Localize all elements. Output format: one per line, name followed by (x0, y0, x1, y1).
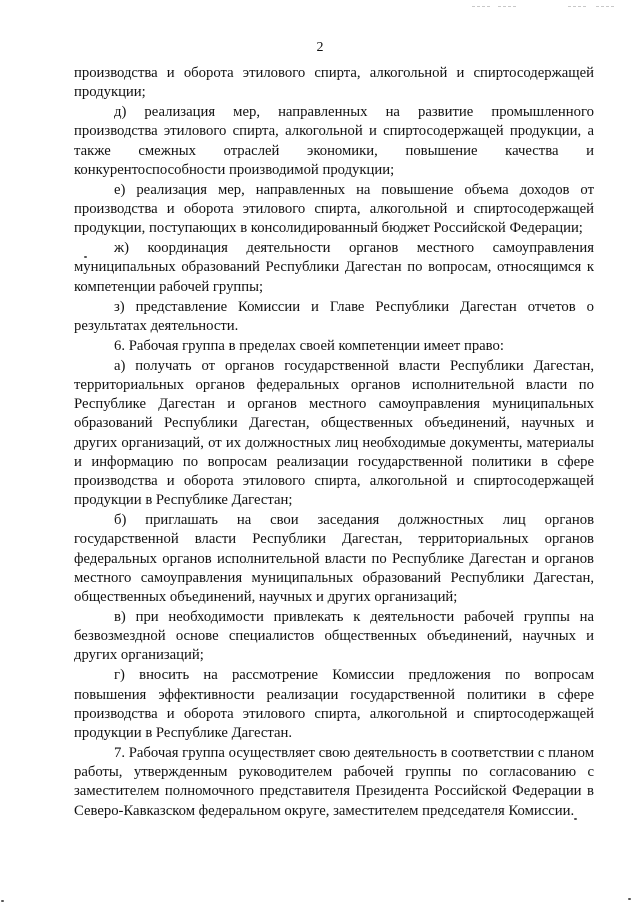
paragraph-item-g: г) вносить на рассмотрение Комиссии предложения по вопросам повышения эффективности реализации государственной политики в сфере производства и оборота этилового спирта, алкогольной и спиртосодержащей продукции в Республике Дагестан. (74, 667, 594, 742)
paragraph-item-b: б) приглашать на свои заседания должностных лиц органов государственной власти Республики Дагестан, территориальных органов федеральных органов исполнительной власти по Республике Дагестан и органов местного самоуправления муниципальных образований Республики Дагестан, общественных объединений, научных и других организаций; (74, 512, 594, 606)
paragraph-section-7: 7. Рабочая группа осуществляет свою деятельность в соответствии с планом работы, утвержденным руководителем рабочей группы по согласованию с заместителем полномочного представителя Президента Российской Федерации в Северо-Кавказском федеральном округе, заместителем председателя Комиссии. (74, 745, 594, 819)
scan-artifact (84, 256, 87, 258)
paragraph-continuation: производства и оборота этилового спирта, алкогольной и спиртосодержащей продукции; (74, 65, 594, 101)
paragraph-item-e: е) реализация мер, направленных на повышение объема доходов от производства и оборота этилового спирта, алкогольной и спиртосодержащей продукции, поступающих в консолидированный бюджет Российской Федерации; (74, 181, 594, 237)
page-number: 2 (316, 40, 324, 55)
scan-artifact (568, 6, 586, 8)
document-body (74, 64, 594, 822)
paragraph-item-zh: ж) координация деятельности органов местного самоуправления муниципальных образований Республики Дагестан по вопросам, относящимся к компетенции рабочей группы; (74, 240, 594, 295)
scan-artifact (1, 900, 4, 902)
paragraph-item-v: в) при необходимости привлекать к деятельности рабочей группы на безвозмездной основе специалистов общественных объединений, научных и других организаций; (74, 609, 594, 664)
scan-artifact (628, 898, 631, 900)
scan-artifact (596, 6, 614, 8)
scan-artifact (498, 6, 516, 8)
paragraph-item-z: з) представление Комиссии и Главе Республики Дагестан отчетов о результатах деятельности. (74, 298, 594, 334)
scan-artifact (574, 818, 577, 820)
paragraph-item-a: а) получать от органов государственной власти Республики Дагестан, территориальных органов федеральных органов исполнительной власти по Республике Дагестан и органов местного самоуправления муниципальных образований Республики Дагестан, общественных объединений, научных и других организаций, от их должностных лиц необходимые документы, материалы и информацию по вопросам реализации государственной политики в сфере производства и оборота этилового спирта, алкогольной и спиртосодержащей продукции в Республике Дагестан; (74, 357, 594, 509)
paragraph-item-d: д) реализация мер, направленных на развитие промышленного производства этилового спирта, алкогольной и спиртосодержащей продукции, а также смежных отраслей экономики, повышение качества и конкурентоспособности производимой продукции; (74, 104, 594, 178)
paragraph-section-6: 6. Рабочая группа в пределах своей компетенции имеет право: (114, 337, 504, 354)
scan-artifact (472, 6, 490, 8)
